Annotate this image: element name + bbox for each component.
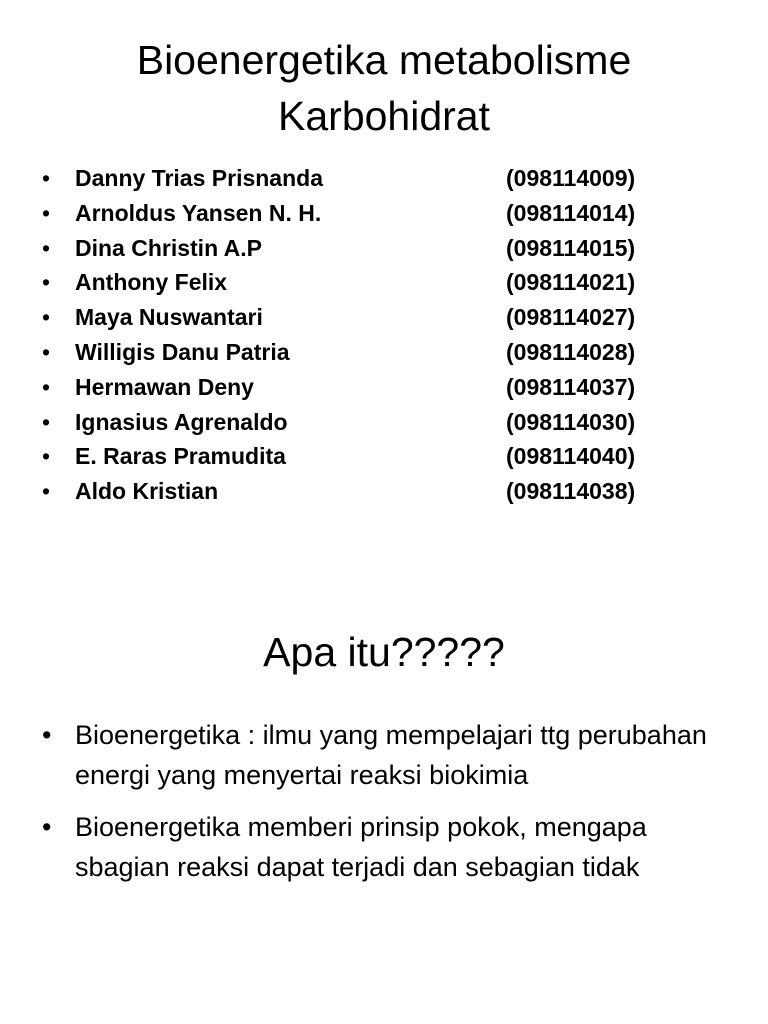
member-row [0, 161, 768, 196]
member-nim: (098114021) [506, 269, 636, 296]
member-nim: (098114040) [506, 443, 636, 470]
list-item [0, 715, 768, 795]
member-name: Danny Trias Prisnanda [75, 165, 323, 191]
bullet-icon: • [42, 304, 51, 331]
bullet-icon: • [42, 165, 51, 191]
slide-definition [0, 600, 768, 1024]
point-text: Bioenergetika memberi prinsip pokok, mengapa sbagian reaksi dapat terjadi dan sebagian tidak [75, 812, 647, 882]
bullet-icon: • [42, 478, 51, 505]
slide-title: Apa itu????? [263, 629, 505, 675]
member-nim: (098114027) [506, 304, 636, 331]
member-nim: (098114009) [506, 165, 636, 191]
member-row [0, 474, 768, 509]
slide-title [0, 32, 768, 144]
member-name: Anthony Felix [75, 269, 228, 296]
member-name: Ignasius Agrenaldo [75, 408, 288, 435]
title-line-1: Bioenergetika metabolisme [136, 37, 632, 83]
member-row [0, 196, 768, 231]
member-nim: (098114028) [506, 338, 636, 365]
member-name: E. Raras Pramudita [75, 443, 286, 470]
member-row [0, 439, 768, 474]
title-line-2: Karbohidrat [278, 93, 490, 139]
bullet-icon: • [42, 373, 51, 400]
member-name: Maya Nuswantari [75, 304, 263, 331]
member-name: Willigis Danu Patria [75, 338, 290, 365]
member-nim: (098114037) [506, 373, 636, 400]
list-item [0, 807, 768, 887]
member-row [0, 231, 768, 266]
member-row [0, 265, 768, 300]
member-row [0, 370, 768, 405]
member-row [0, 405, 768, 440]
member-row [0, 335, 768, 370]
member-name: Aldo Kristian [75, 478, 219, 505]
member-name: Dina Christin A.P [75, 234, 262, 261]
bullet-icon: • [42, 443, 51, 470]
member-nim: (098114015) [506, 234, 636, 261]
definition-list [0, 715, 768, 899]
member-nim: (098114014) [506, 199, 636, 226]
bullet-icon: • [42, 812, 52, 842]
bullet-icon: • [42, 199, 51, 226]
bullet-icon: • [42, 720, 52, 750]
bullet-icon: • [42, 269, 51, 296]
bullet-icon: • [42, 408, 51, 435]
member-name: Hermawan Deny [75, 373, 254, 400]
point-text: Bioenergetika : ilmu yang mempelajari ttg perubahan energi yang menyertai reaksi biokimia [75, 720, 707, 790]
bullet-icon: • [42, 234, 51, 261]
member-name: Arnoldus Yansen N. H. [75, 199, 322, 226]
member-nim: (098114030) [506, 408, 636, 435]
member-nim: (098114038) [506, 478, 636, 505]
member-list [0, 161, 768, 509]
bullet-icon: • [42, 338, 51, 365]
member-row [0, 300, 768, 335]
